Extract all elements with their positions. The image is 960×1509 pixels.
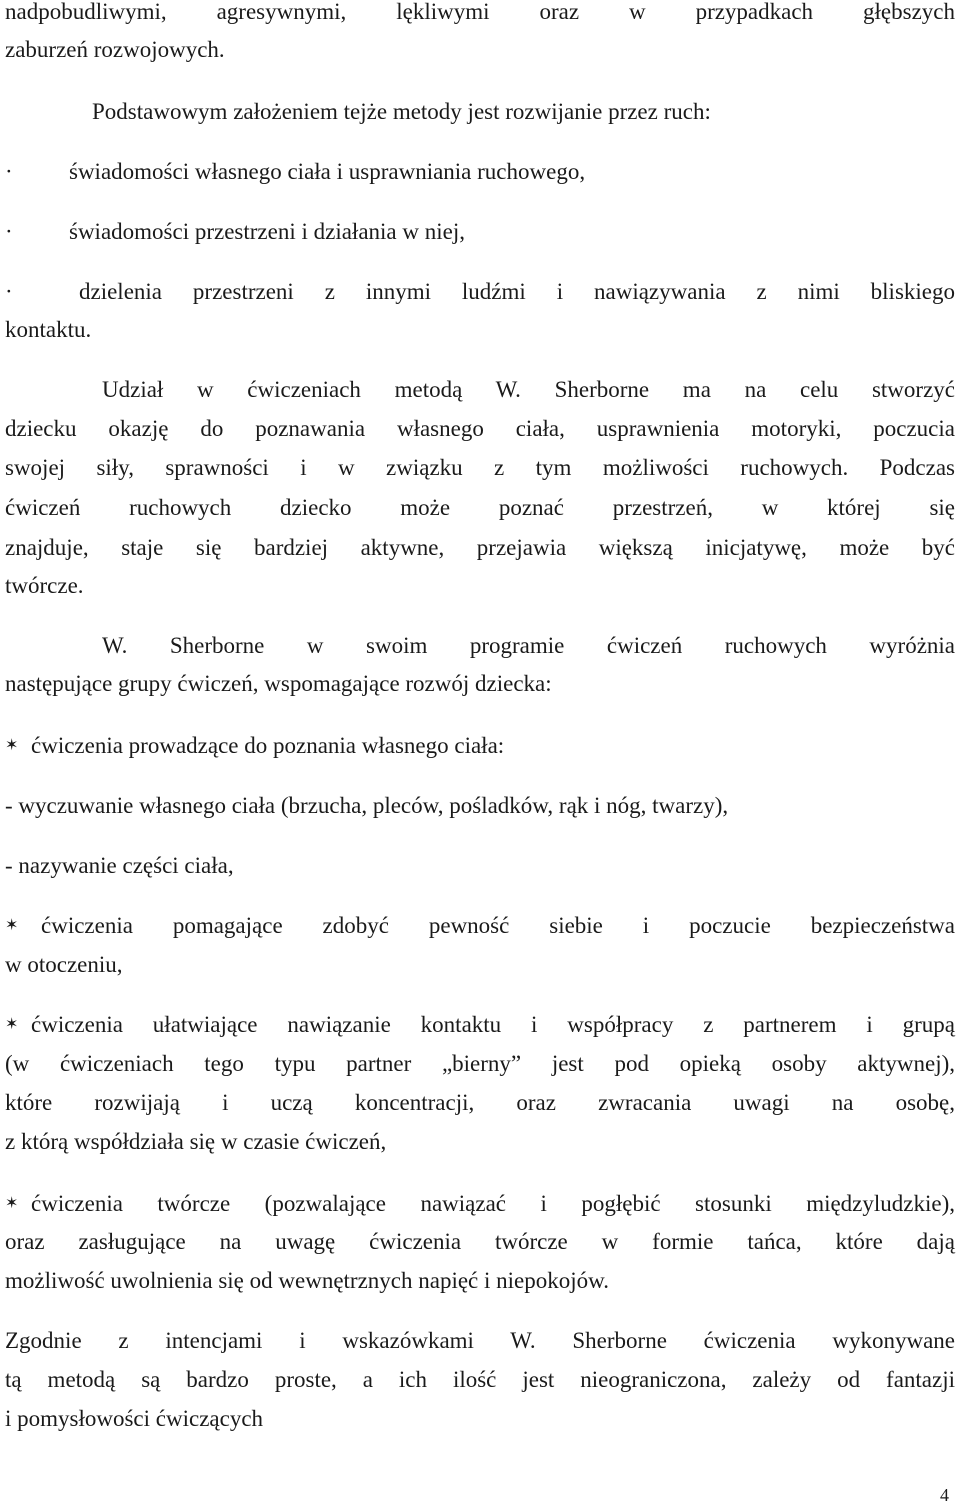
paragraph-line: z którą współdziała się w czasie ćwiczeń, — [5, 1129, 387, 1154]
star-item-creative — [5, 1185, 955, 1223]
paragraph-line: dziecku okazję do poznawania własnego ciała, usprawnienia motoryki, poczucia — [5, 416, 955, 441]
star-item-text: ćwiczenia twórcze (pozwalające nawiązać i pogłębić stosunki międzyludzkie), — [31, 1191, 955, 1216]
star-item-text: ćwiczenia prowadzące do poznania własnego ciała: — [31, 733, 505, 758]
list-item-sharing-space — [5, 273, 955, 311]
paragraph-line: ćwiczeń ruchowych dziecko może poznać przestrzeń, w której się — [5, 495, 955, 520]
paragraph-line: tą metodą są bardzo proste, a ich ilość jest nieograniczona, zależy od fantazji — [5, 1367, 955, 1392]
paragraph-line: oraz zasługujące na uwagę ćwiczenia twórcze w formie tańca, które dają — [5, 1229, 955, 1254]
dash-item: - nazywanie części ciała, — [5, 853, 234, 878]
list-item-text: dzielenia przestrzeni z innymi ludźmi i nawiązywania z nimi bliskiego — [79, 279, 955, 304]
star-item-text: ćwiczenia ułatwiające nawiązanie kontaktu i współpracy z partnerem i grupą — [31, 1012, 955, 1037]
list-item-text: świadomości przestrzeni i działania w niej, — [69, 219, 465, 244]
star-item-contact — [5, 1006, 955, 1044]
list-item-body-awareness — [5, 153, 955, 191]
star-bullet-icon: ✶ — [5, 737, 19, 754]
list-item-text: świadomości własnego ciała i usprawniania ruchowego, — [69, 159, 586, 184]
star-bullet-icon: ✶ — [5, 1195, 19, 1212]
paragraph-line: Zgodnie z intencjami i wskazówkami W. Sherborne ćwiczenia wykonywane — [5, 1328, 955, 1353]
star-item-confidence — [5, 907, 955, 945]
page-number: 4 — [940, 1485, 949, 1505]
paragraph-line: możliwość uwolnienia się od wewnętrznych napięć i niepokojów. — [5, 1268, 610, 1293]
list-item-space-awareness — [5, 213, 955, 251]
paragraph-line: następujące grupy ćwiczeń, wspomagające rozwój dziecka: — [5, 671, 552, 696]
text-line: kontaktu. — [5, 317, 92, 342]
star-item-text: ćwiczenia pomagające zdobyć pewność siebie i poczucie bezpieczeństwa — [41, 913, 955, 938]
dash-item: - wyczuwanie własnego ciała (brzucha, pleców, pośladków, rąk i nóg, twarzy), — [5, 793, 729, 818]
paragraph-line: które rozwijają i uczą koncentracji, oraz zwracania uwagi na osobę, — [5, 1090, 955, 1115]
text-line: zaburzeń rozwojowych. — [5, 37, 225, 62]
paragraph-line: twórcze. — [5, 573, 84, 598]
bullet-dot: · — [5, 159, 13, 184]
paragraph-line: i pomysłowości ćwiczących — [5, 1406, 264, 1431]
bullet-dot: · — [5, 279, 13, 304]
star-bullet-icon: ✶ — [5, 1016, 19, 1033]
paragraph-intro-line: Podstawowym założeniem tejże metody jest rozwijanie przez ruch: — [92, 99, 711, 124]
paragraph-line: (w ćwiczeniach tego typu partner „bierny” jest pod opieką osoby aktywnej), — [5, 1051, 955, 1076]
star-item-body-exercises — [5, 727, 955, 765]
paragraph-line: Udział w ćwiczeniach metodą W. Sherborne ma na celu stworzyć — [102, 377, 955, 402]
paragraph-line: W. Sherborne w swoim programie ćwiczeń ruchowych wyróżnia — [102, 633, 955, 658]
paragraph-line: znajduje, staje się bardziej aktywne, przejawia większą inicjatywę, może być — [5, 535, 955, 560]
bullet-dot: · — [5, 219, 13, 244]
paragraph-line: w otoczeniu, — [5, 952, 123, 977]
paragraph-line: swojej siły, sprawności i w związku z tym możliwości ruchowych. Podczas — [5, 455, 955, 480]
text-line: nadpobudliwymi, agresywnymi, lękliwymi oraz w przypadkach głębszych — [5, 0, 955, 24]
star-bullet-icon: ✶ — [5, 917, 19, 934]
